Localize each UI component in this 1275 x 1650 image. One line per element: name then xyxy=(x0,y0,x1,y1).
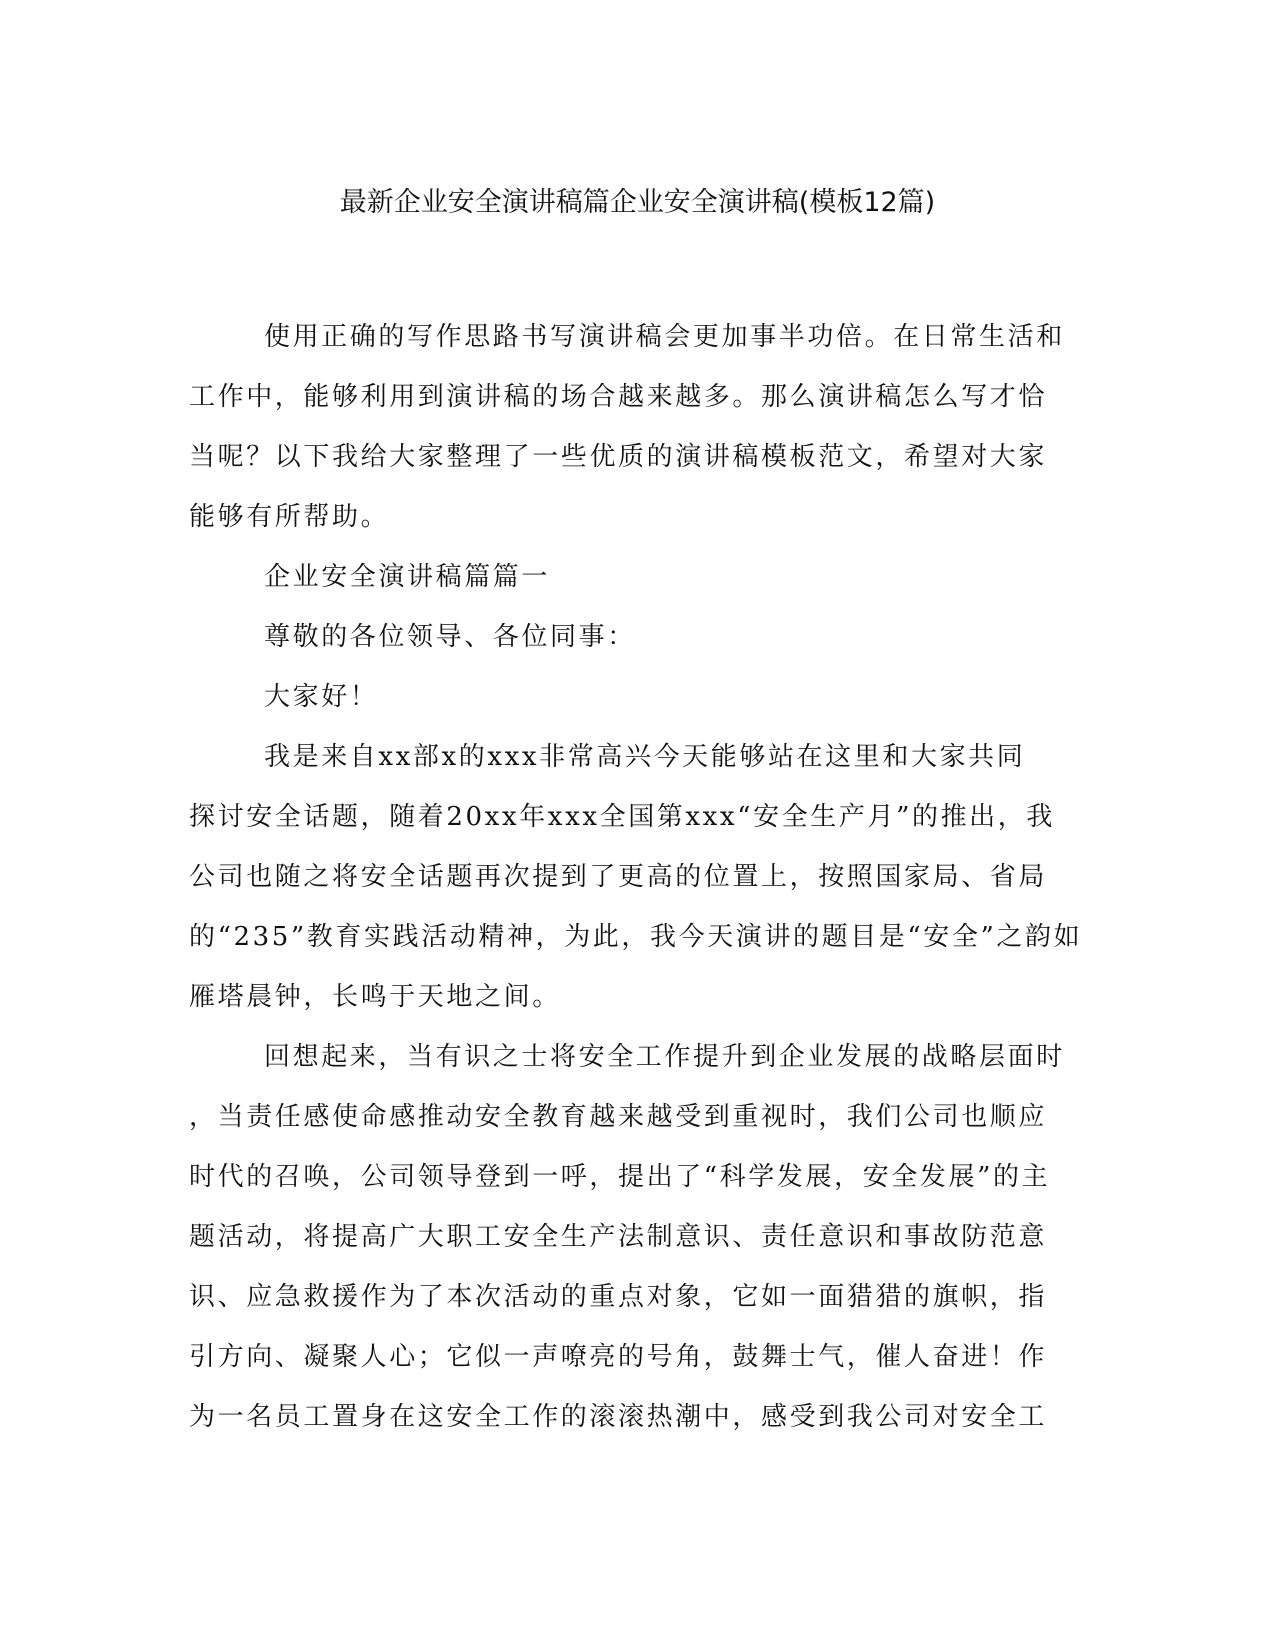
text-line: 为一名员工置身在这安全工作的滚滚热潮中，感受到我公司对安全工 xyxy=(189,1402,1048,1432)
text-line: 我是来自xx部x的xxx非常高兴今天能够站在这里和大家共同 xyxy=(264,742,1026,772)
text-line: 回想起来，当有识之士将安全工作提升到企业发展的战略层面时 xyxy=(264,1042,1065,1072)
text-line: 能够有所帮助。 xyxy=(189,502,390,532)
text-line: 时代的召唤，公司领导登到一呼，提出了“科学发展，安全发展”的主 xyxy=(189,1162,1051,1192)
section-heading: 企业安全演讲稿篇篇一 xyxy=(264,562,551,592)
greeting: 大家好！ xyxy=(264,682,379,712)
text-line: 识、应急救援作为了本次活动的重点对象，它如一面猎猎的旗帜，指 xyxy=(189,1282,1048,1312)
text-line: 工作中，能够利用到演讲稿的场合越来越多。那么演讲稿怎么写才恰 xyxy=(189,382,1048,412)
text-line: 探讨安全话题，随着20xx年xxx全国第xxx“安全生产月”的推出，我 xyxy=(189,802,1055,832)
text-line: 的“235”教育实践活动精神，为此，我今天演讲的题目是“安全”之韵如 xyxy=(189,922,1083,952)
document-title: 最新企业安全演讲稿篇企业安全演讲稿(模板12篇) xyxy=(339,187,936,218)
text-line: 使用正确的写作思路书写演讲稿会更加事半功倍。在日常生活和 xyxy=(264,322,1065,352)
text-line: 题活动，将提高广大职工安全生产法制意识、责任意识和事故防范意 xyxy=(189,1222,1048,1252)
text-line: ，当责任感使命感推动安全教育越来越受到重视时，我们公司也顺应 xyxy=(189,1102,1048,1132)
text-line: 公司也随之将安全话题再次提到了更高的位置上，按照国家局、省局 xyxy=(189,862,1048,892)
text-line: 当呢？以下我给大家整理了一些优质的演讲稿模板范文，希望对大家 xyxy=(189,442,1048,472)
salutation: 尊敬的各位领导、各位同事： xyxy=(264,622,636,652)
text-line: 雁塔晨钟，长鸣于天地之间。 xyxy=(189,982,561,1012)
text-line: 引方向、凝聚人心；它似一声嘹亮的号角，鼓舞士气，催人奋进！作 xyxy=(189,1342,1048,1372)
